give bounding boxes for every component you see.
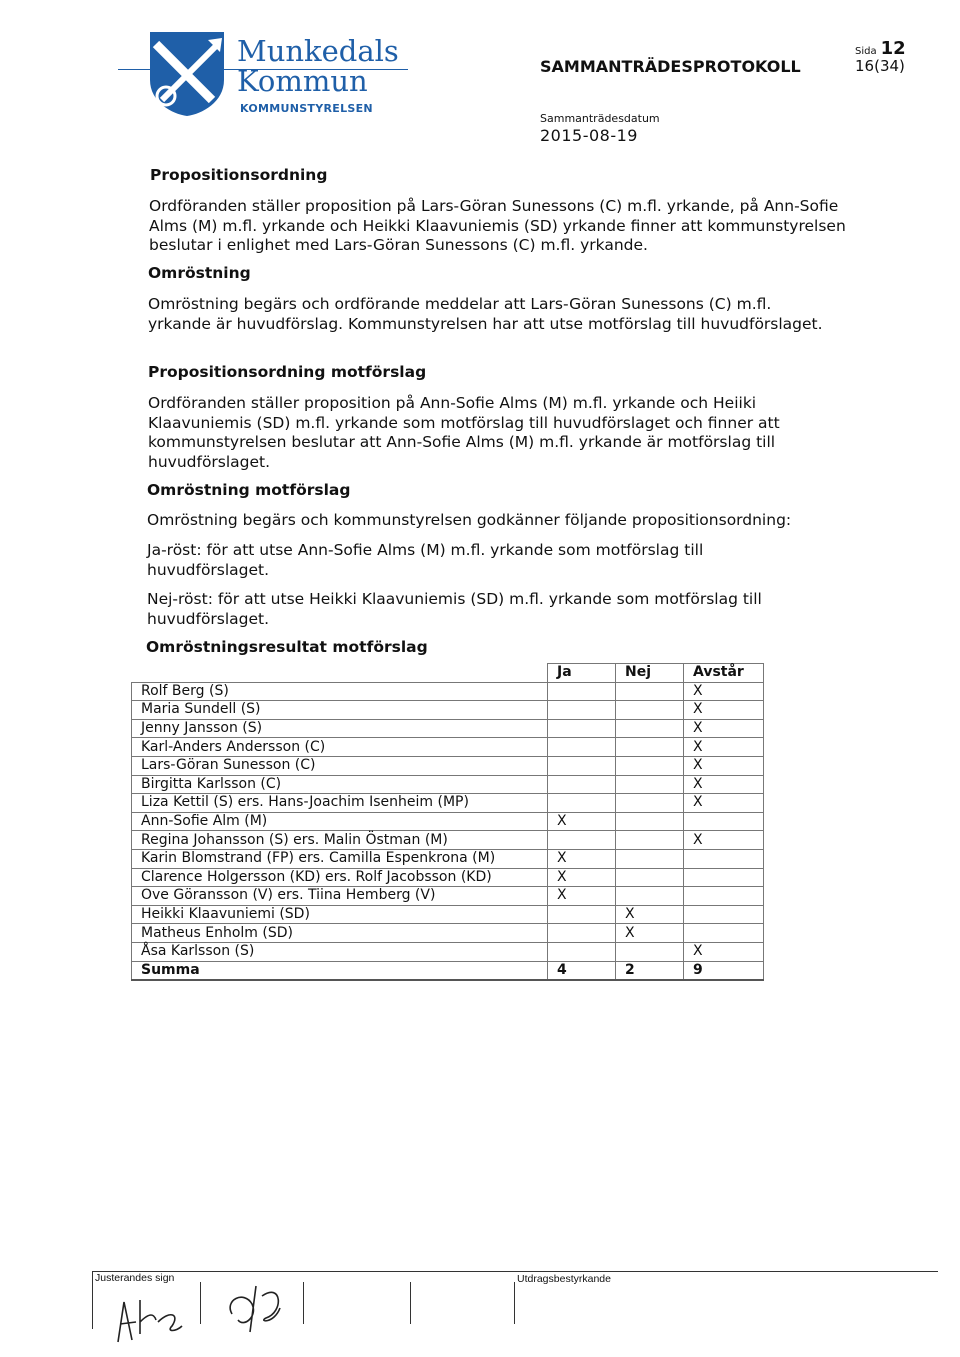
sign-label: Justerandes sign bbox=[95, 1272, 175, 1284]
member-name: Karl-Anders Andersson (C) bbox=[132, 738, 548, 757]
vote-avstar bbox=[684, 887, 764, 906]
vote-avstar bbox=[684, 924, 764, 943]
vote-nej bbox=[616, 756, 684, 775]
vote-nej bbox=[616, 701, 684, 720]
header-name bbox=[132, 664, 548, 683]
member-name: Ann-Sofie Alm (M) bbox=[132, 812, 548, 831]
table-row bbox=[132, 738, 764, 757]
vote-avstar bbox=[684, 812, 764, 831]
municipality-logo-icon bbox=[142, 28, 232, 118]
footer-border-left bbox=[92, 1271, 93, 1329]
page-of: 16(34) bbox=[855, 57, 905, 75]
member-name: Karin Blomstrand (FP) ers. Camilla Espenkrona (M) bbox=[132, 849, 548, 868]
vote-nej bbox=[616, 887, 684, 906]
vote-nej bbox=[616, 738, 684, 757]
summary-nej: 2 bbox=[616, 961, 684, 980]
table-row bbox=[132, 775, 764, 794]
vote-ja: X bbox=[548, 887, 616, 906]
table-row bbox=[132, 887, 764, 906]
summary-row bbox=[132, 961, 764, 980]
vote-avstar: X bbox=[684, 831, 764, 850]
table-row bbox=[132, 719, 764, 738]
org-name bbox=[237, 36, 399, 96]
member-name: Jenny Jansson (S) bbox=[132, 719, 548, 738]
vote-nej bbox=[616, 942, 684, 961]
vote-ja bbox=[548, 942, 616, 961]
sign-divider bbox=[514, 1282, 515, 1324]
org-name-line2: Kommun bbox=[237, 64, 368, 98]
meeting-date: 2015-08-19 bbox=[540, 126, 638, 145]
vote-nej bbox=[616, 868, 684, 887]
table-row bbox=[132, 701, 764, 720]
vote-ja bbox=[548, 905, 616, 924]
document-title: SAMMANTRÄDESPROTOKOLL bbox=[540, 57, 801, 76]
sign-divider bbox=[410, 1282, 411, 1324]
vote-avstar: X bbox=[684, 942, 764, 961]
vote-nej bbox=[616, 775, 684, 794]
vote-ja: X bbox=[548, 849, 616, 868]
vote-avstar bbox=[684, 905, 764, 924]
vote-ja: X bbox=[548, 812, 616, 831]
paragraph-omrostning-motforslag: Omröstning begärs och kommunstyrelsen godkänner följande propositionsordning: bbox=[147, 511, 792, 529]
table-row bbox=[132, 812, 764, 831]
paragraph-omrostning: Omröstning begärs och ordförande meddelar att Lars-Göran Sunessons (C) m.fl. yrkande är huvudförslag. Kommunstyrelsen har att utse motförslag till huvudförslaget. bbox=[148, 295, 823, 333]
paragraph-propositionsordning-motforslag: Ordföranden ställer proposition på Ann-Sofie Alms (M) m.fl. yrkande och Heiiki Klaavuniemis (SD) m.fl. yrkande som motförslag till huvudförslaget och finner att kommunstyrelsen beslutar att Ann-Sofie Alms (M) m.fl. yrkande är motförslag till huvudförslaget. bbox=[148, 394, 780, 471]
vote-ja bbox=[548, 701, 616, 720]
vote-nej bbox=[616, 812, 684, 831]
heading-propositionsordning: Propositionsordning bbox=[150, 166, 328, 184]
vote-nej bbox=[616, 849, 684, 868]
member-name: Regina Johansson (S) ers. Malin Östman (M) bbox=[132, 831, 548, 850]
table-header-row bbox=[132, 664, 764, 683]
vote-nej: X bbox=[616, 905, 684, 924]
vote-ja bbox=[548, 719, 616, 738]
member-name: Rolf Berg (S) bbox=[132, 682, 548, 701]
vote-avstar: X bbox=[684, 775, 764, 794]
page-number: 12 bbox=[880, 38, 906, 59]
member-name: Lars-Göran Sunesson (C) bbox=[132, 756, 548, 775]
vote-nej: X bbox=[616, 924, 684, 943]
vote-ja: X bbox=[548, 868, 616, 887]
paragraph-nej-rost: Nej-röst: för att utse Heikki Klaavuniemis (SD) m.fl. yrkande som motförslag till huvudförslaget. bbox=[147, 590, 762, 628]
table-row bbox=[132, 942, 764, 961]
meeting-date-label: Sammanträdesdatum bbox=[540, 112, 660, 125]
org-unit: KOMMUNSTYRELSEN bbox=[240, 102, 373, 115]
table-row bbox=[132, 849, 764, 868]
vote-ja bbox=[548, 775, 616, 794]
vote-nej bbox=[616, 682, 684, 701]
member-name: Liza Kettil (S) ers. Hans-Joachim Isenheim (MP) bbox=[132, 794, 548, 813]
page-label: Sida bbox=[855, 46, 877, 57]
heading-omrostning-motforslag: Omröstning motförslag bbox=[147, 481, 351, 499]
table-row bbox=[132, 831, 764, 850]
vote-nej bbox=[616, 719, 684, 738]
vote-ja bbox=[548, 794, 616, 813]
signature-2-icon bbox=[222, 1278, 292, 1342]
org-name-line1: Munkedals bbox=[237, 34, 399, 68]
sign-divider bbox=[303, 1282, 304, 1324]
vote-ja bbox=[548, 924, 616, 943]
vote-avstar: X bbox=[684, 682, 764, 701]
signature-1-icon bbox=[110, 1282, 190, 1356]
vote-nej bbox=[616, 794, 684, 813]
paragraph-ja-rost: Ja-röst: för att utse Ann-Sofie Alms (M) m.fl. yrkande som motförslag till huvudförslaget. bbox=[147, 541, 704, 579]
heading-omrostning: Omröstning bbox=[148, 264, 251, 282]
vote-avstar: X bbox=[684, 738, 764, 757]
vote-ja bbox=[548, 831, 616, 850]
vote-ja bbox=[548, 682, 616, 701]
page-indicator bbox=[855, 38, 906, 75]
table-row bbox=[132, 924, 764, 943]
member-name: Birgitta Karlsson (C) bbox=[132, 775, 548, 794]
vote-nej bbox=[616, 831, 684, 850]
vote-avstar: X bbox=[684, 794, 764, 813]
table-row bbox=[132, 905, 764, 924]
footer-rule bbox=[92, 1271, 938, 1272]
table-row bbox=[132, 682, 764, 701]
heading-omrostningsresultat: Omröstningsresultat motförslag bbox=[146, 638, 428, 656]
summary-avstar: 9 bbox=[684, 961, 764, 980]
summary-label: Summa bbox=[132, 961, 548, 980]
extract-label: Utdragsbestyrkande bbox=[517, 1273, 611, 1285]
vote-avstar bbox=[684, 868, 764, 887]
sign-divider bbox=[200, 1282, 201, 1324]
header-avstar: Avstår bbox=[684, 664, 764, 683]
heading-propositionsordning-motforslag: Propositionsordning motförslag bbox=[148, 363, 427, 381]
member-name: Clarence Holgersson (KD) ers. Rolf Jacobsson (KD) bbox=[132, 868, 548, 887]
header-nej: Nej bbox=[616, 664, 684, 683]
member-name: Matheus Enholm (SD) bbox=[132, 924, 548, 943]
header-ja: Ja bbox=[548, 664, 616, 683]
table-row bbox=[132, 756, 764, 775]
table-row bbox=[132, 868, 764, 887]
vote-result-table bbox=[131, 663, 764, 981]
member-name: Maria Sundell (S) bbox=[132, 701, 548, 720]
vote-avstar: X bbox=[684, 701, 764, 720]
member-name: Ove Göransson (V) ers. Tiina Hemberg (V) bbox=[132, 887, 548, 906]
vote-avstar: X bbox=[684, 719, 764, 738]
vote-ja bbox=[548, 738, 616, 757]
table-row bbox=[132, 794, 764, 813]
vote-avstar bbox=[684, 849, 764, 868]
vote-avstar: X bbox=[684, 756, 764, 775]
paragraph-propositionsordning: Ordföranden ställer proposition på Lars-Göran Sunessons (C) m.fl. yrkande, på Ann-Sofie Alms (M) m.fl. yrkande och Heikki Klaavuniemis (SD) yrkande finner att kommunstyrelsen beslutar i enlighet med Lars-Göran Sunessons (C) m.fl. yrkande. bbox=[149, 197, 846, 254]
vote-ja bbox=[548, 756, 616, 775]
summary-ja: 4 bbox=[548, 961, 616, 980]
member-name: Åsa Karlsson (S) bbox=[132, 942, 548, 961]
member-name: Heikki Klaavuniemi (SD) bbox=[132, 905, 548, 924]
